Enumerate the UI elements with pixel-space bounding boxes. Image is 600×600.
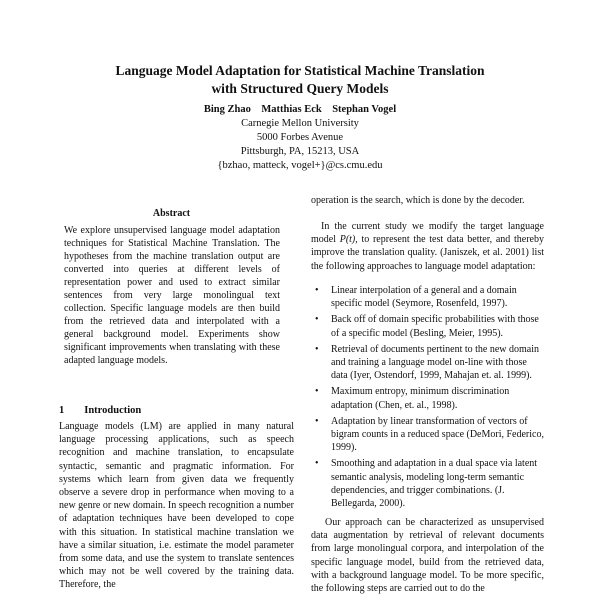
address-line-1: 5000 Forbes Avenue [256,132,344,143]
list-item: • Smoothing and adaptation in a dual space via latent semantic analysis, modeling long-term semantic dependencies, and trigger combinations. (J. Bellegarda, 2000). [315,458,538,510]
bullet-icon: • [315,314,319,326]
list-item: • Back off of domain specific probabilities with those of a specific model (Besling, Meier, 1995). [315,314,539,339]
bullet-icon: • [315,415,319,427]
title-line-2: with Structured Query Models [211,81,389,96]
introduction-text: Language models (LM) are applied in many natural language processing applications, such as speech recognition and machine translation, to encapsulate syntactic, semantic and pragmatic information. For systems which learn from given data we frequently observe a severe drop in performance when moving to a new genre or new domain. In speech recognition a number of adaptation techniques have been developed to cope with this situation. In statistical machine translation we have a similar situation, i.e. estimate the model parameter from some data, and use the system to translate sentences which may not be well covered by the training data. Therefore, the [59,421,294,591]
math-variable: P(t), [339,234,358,246]
paper-title [0,62,600,98]
email: {bzhao, matteck, vogel+}@cs.cmu.edu [217,160,383,171]
affiliation: Carnegie Mellon University [241,118,359,129]
abstract-heading: Abstract [152,208,191,219]
list-item: • Maximum entropy, minimum discrimination adaptation (Chen, et. al., 1998). [315,386,510,411]
right-paragraph-1 [311,220,544,273]
paragraph-text-a: In the current study we modify the target language model [311,221,544,246]
address-line-2: Pittsburgh, PA, 15213, USA [240,146,360,157]
paragraph-text-b: to represent the test data better, and thereby improve the translation quality. (Janiszek, et al. 2001) list the following approaches to language model adaptation: [311,234,544,272]
bullet-icon: • [315,343,319,355]
list-item: • Adaptation by linear transformation of vectors of bigram counts in a reduced space (DeMori, Federico, 1999). [315,415,544,454]
list-item: • Linear interpolation of a general and a domain specific model (Seymore, Rosenfeld, 1997). [315,285,517,310]
author-names: Bing Zhao Matthias Eck Stephan Vogel [203,104,397,115]
title-line-1: Language Model Adaptation for Statistical Machine Translation [115,63,485,78]
bullet-icon: • [315,458,319,470]
section-heading-introduction [59,405,161,416]
bullet-icon: • [315,285,319,296]
list-item: • Retrieval of documents pertinent to the new domain and training a language model on-line with those data (Iyer, Ostendorf, 1999, Mahajan et. al. 1999). [315,343,539,382]
bullet-icon: • [315,386,319,398]
approaches-list [311,284,544,513]
right-continuation-text: operation is the search, which is done by the decoder. [311,195,525,206]
section-title: Introduction [84,405,142,416]
abstract-text: We explore unsupervised language model adaptation techniques for Statistical Machine Translation. The hypotheses from the machine translation output are converted into queries at different levels of representation power and used to extract similar sentences from very large monolingual text collection. Specific language models are then build from the retrieved data and interpolated with a general background model. Experiments show significant improvements when translating with these adapted language models. [64,225,280,366]
right-paragraph-2: Our approach can be characterized as unsupervised data augmentation by retrieval of relevant documents from large monolingual corpora, and interpolation of the specific language model, build from the retrieved data, with a background language model. To be more specific, the following steps are carried out to do the [311,517,544,595]
author-block [0,103,600,173]
section-number: 1 [59,405,65,416]
